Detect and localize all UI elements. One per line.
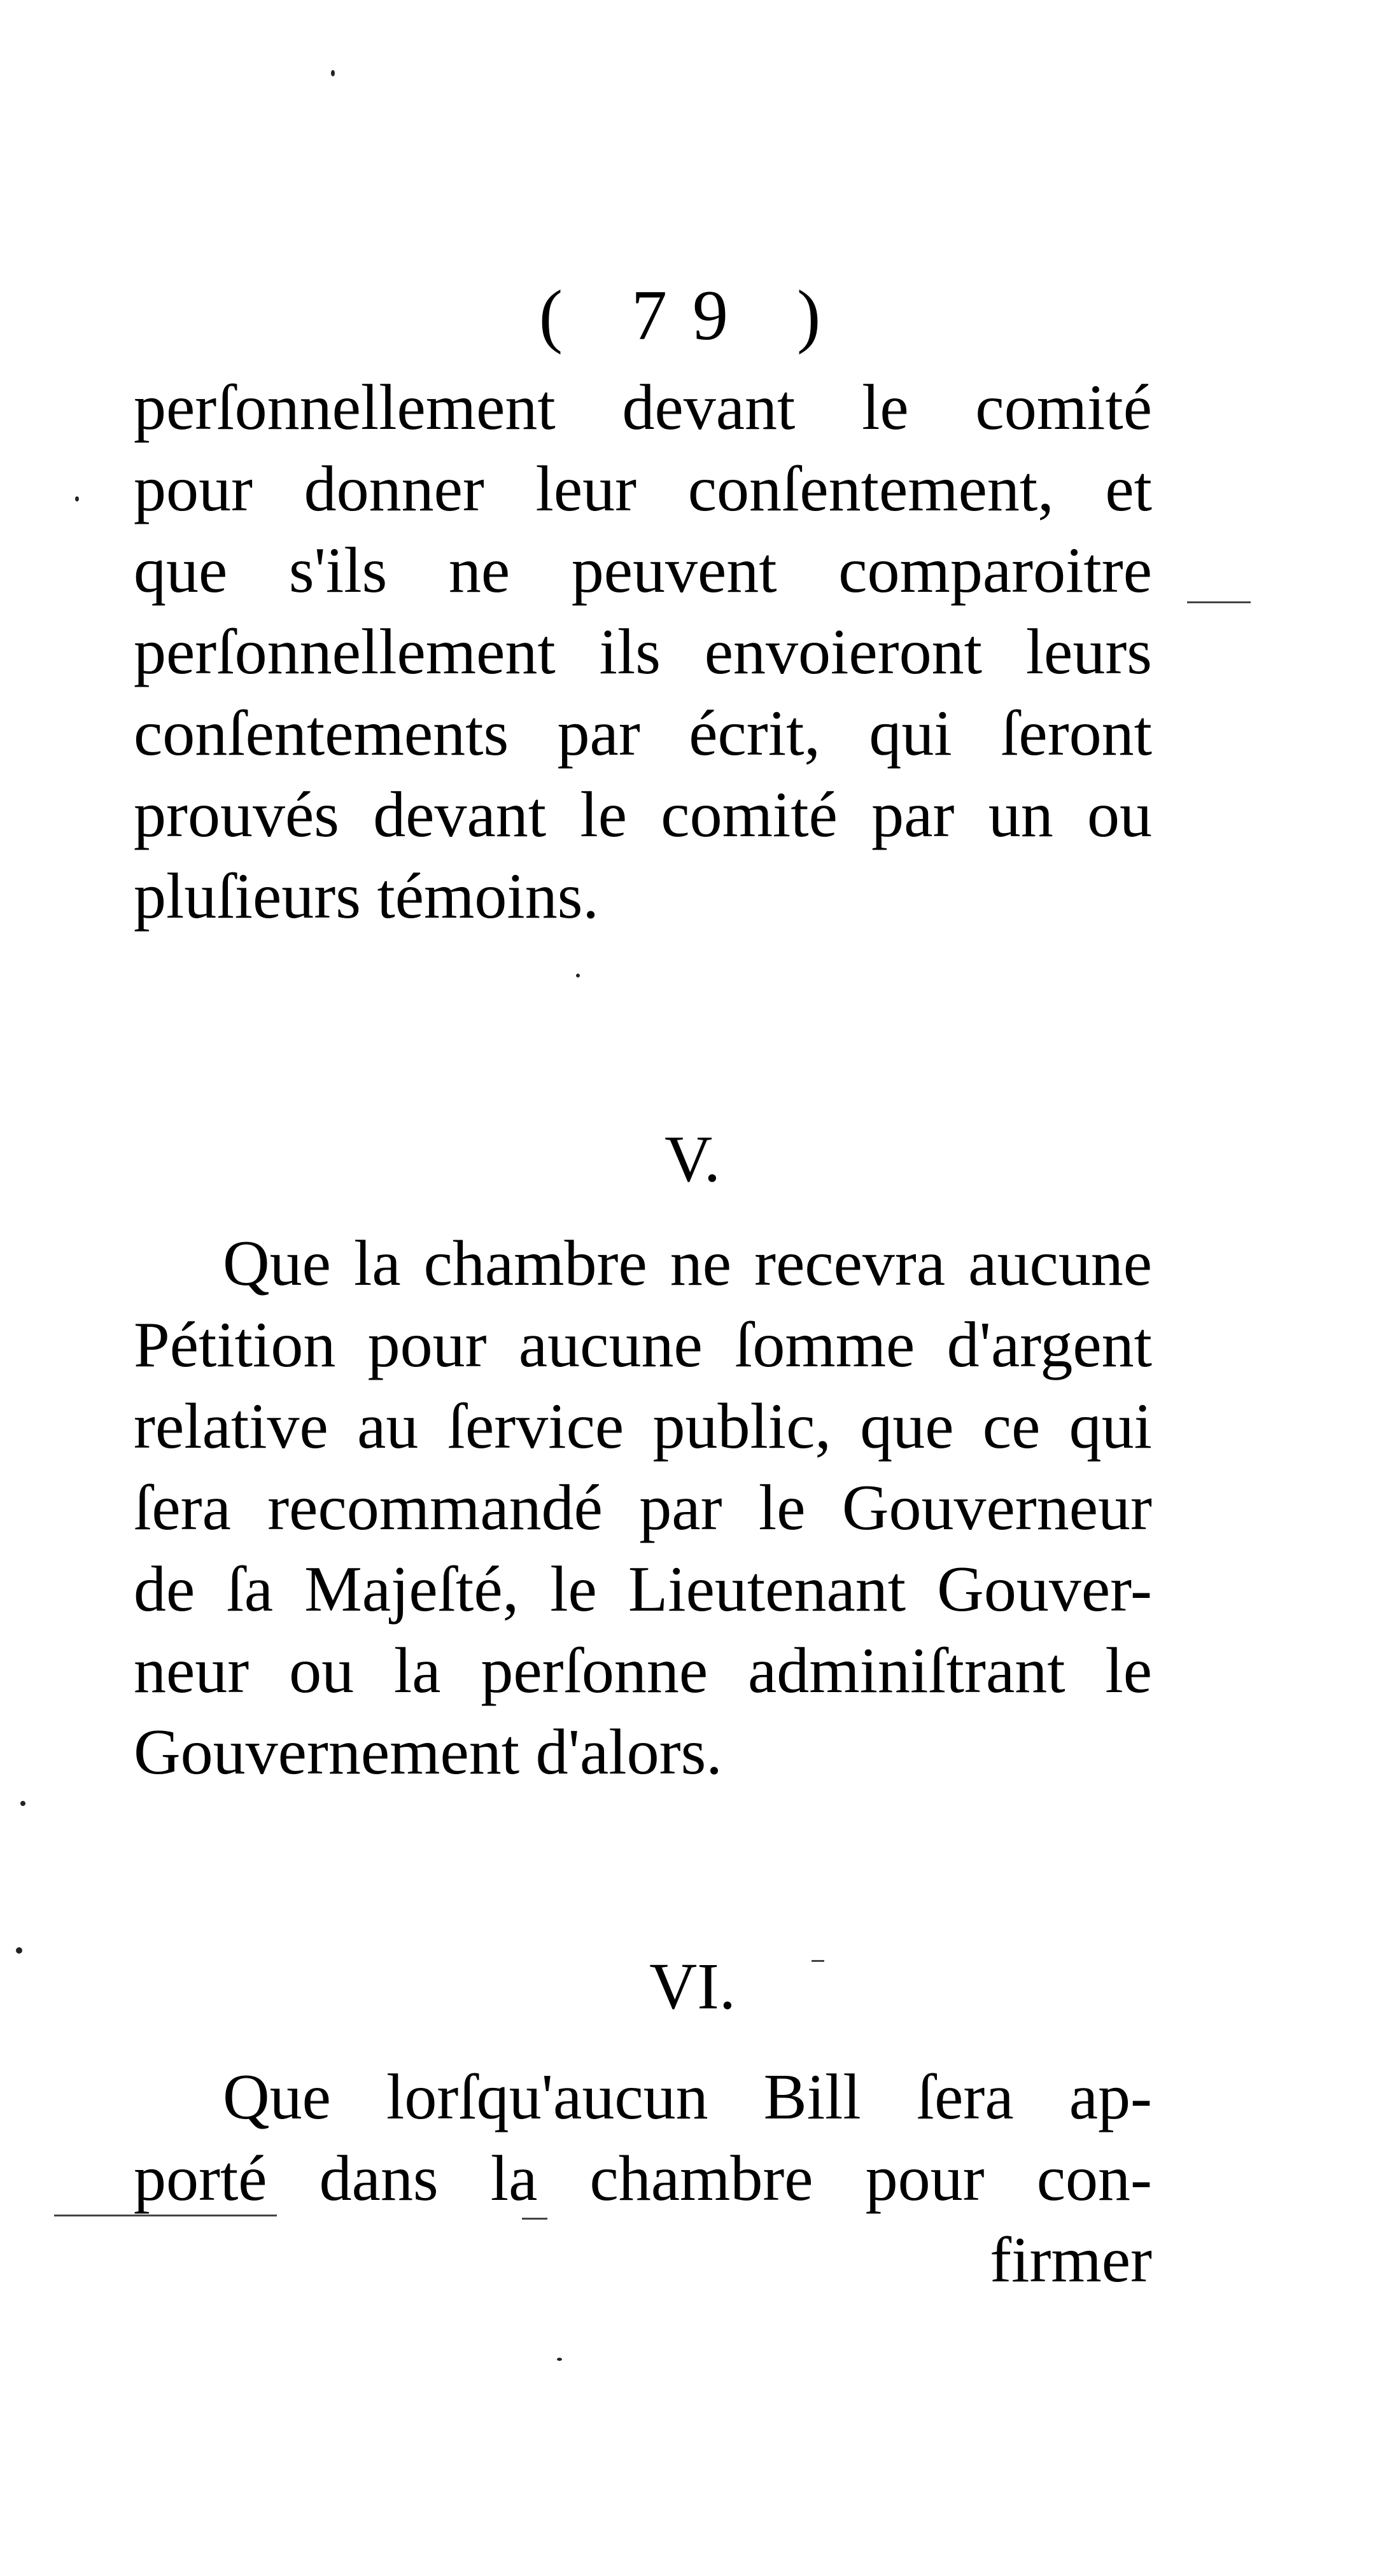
text-line: Que la chambre ne recevra aucune [223, 1228, 1152, 1299]
catchword: firmer [990, 2224, 1152, 2296]
scan-dash [54, 2215, 277, 2216]
text-line: relative au ſervice public, que ce qui [134, 1390, 1152, 1462]
text-line: porté dans la chambre pour con- [134, 2143, 1152, 2215]
text-line: prouvés devant le comité par un ou [134, 779, 1152, 851]
text-line: perſonnellement devant le comité [134, 372, 1152, 444]
text-line: ſera recommandé par le Gouverneur [134, 1472, 1152, 1544]
scan-speck [20, 1801, 25, 1806]
scan-dash [812, 1960, 824, 1962]
paragraph-continued [134, 372, 1152, 946]
scan-speck [331, 70, 335, 76]
scan-speck [576, 974, 580, 977]
section-heading-5: V. [664, 1123, 721, 1196]
scan-dash [522, 2218, 547, 2220]
text-line: pluſieurs témoins. [134, 860, 599, 932]
text-line: Gouvernement d'alors. [134, 1716, 722, 1788]
text-line: perſonnellement ils envoieront leurs [134, 616, 1152, 688]
text-line: Pétition pour aucune ſomme d'argent [134, 1309, 1152, 1381]
scan-speck [75, 496, 79, 501]
text-line: conſentements par écrit, qui ſeront [134, 697, 1152, 769]
text-line: de ſa Majeſté, le Lieutenant Gouver- [134, 1553, 1152, 1625]
text-line: neur ou la perſonne adminiſtrant le [134, 1635, 1152, 1707]
scan-speck [16, 1947, 22, 1954]
scan-dash [1187, 601, 1251, 603]
text-line: que s'ils ne peuvent comparoitre [134, 535, 1152, 606]
section-5-text [134, 1228, 1152, 1802]
text-line: pour donner leur conſentement, et [134, 453, 1152, 525]
scan-speck [557, 2358, 562, 2361]
section-heading-6: VI. [649, 1950, 736, 2023]
page-number: ( 79 ) [538, 276, 847, 355]
text-line: Que lorſqu'aucun Bill ſera ap- [223, 2061, 1152, 2133]
section-6-text [134, 2061, 1152, 2309]
